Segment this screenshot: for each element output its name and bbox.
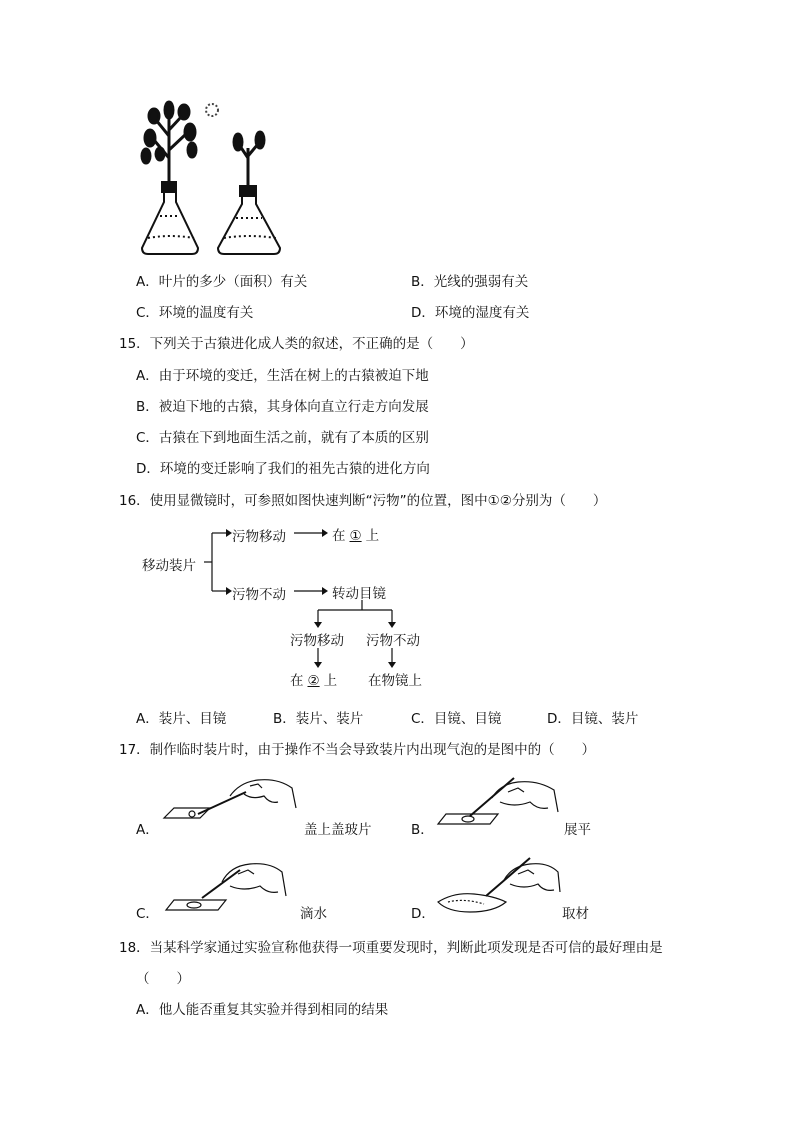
q15-stem: 15．下列关于古猿进化成人类的叙述，不正确的是（ ） xyxy=(119,336,474,352)
q17-b-flatten-figure xyxy=(434,772,564,834)
flow-left-result-suffix: 上 xyxy=(323,673,338,689)
flow-left-result-prefix: 在 xyxy=(290,673,304,689)
flow-top-branch: 污物移动 xyxy=(232,529,286,545)
q17-c-dropper-figure xyxy=(162,856,292,918)
q16-option-c: C．目镜、目镜 xyxy=(411,711,502,727)
q16-option-b: B．装片、装片 xyxy=(273,711,364,727)
q17-option-c-caption: 滴水 xyxy=(300,906,327,922)
q17-d-sample-figure xyxy=(434,852,564,918)
q18-stem-line2: （ ） xyxy=(136,971,190,987)
flow-left-result-mark: ② xyxy=(307,673,320,689)
q15-option-c: C．古猿在下到地面生活之前，就有了本质的区别 xyxy=(136,430,429,446)
q18-stem-line1: 18．当某科学家通过实验宣称他获得一项重要发现时，判断此项发现是否可信的最好理由是 xyxy=(119,940,663,956)
q15-option-a: A．由于环境的变迁，生活在树上的古猿被迫下地 xyxy=(136,368,429,384)
q17-option-c-letter: C． xyxy=(136,906,159,922)
q16-option-d: D．目镜、装片 xyxy=(547,711,639,727)
flow-top-result-mark: ① xyxy=(349,528,362,544)
flow-top-result-prefix: 在 xyxy=(332,528,346,544)
q14-option-c: C．环境的温度有关 xyxy=(136,305,254,321)
q17-option-d-letter: D． xyxy=(411,906,435,922)
flow-left-result xyxy=(290,669,337,689)
flow-right-result: 在物镜上 xyxy=(368,673,422,689)
q14-option-a: A．叶片的多少（面积）有关 xyxy=(136,274,308,290)
q15-option-b: B．被迫下地的古猿，其身体向直立行走方向发展 xyxy=(136,399,429,415)
q17-option-a-caption: 盖上盖玻片 xyxy=(304,822,372,838)
q16-stem: 16．使用显微镜时，可参照如图快速判断“污物”的位置，图中①②分别为（ ） xyxy=(119,493,607,509)
flow-rotate: 转动目镜 xyxy=(332,586,386,602)
q18-option-a: A．他人能否重复其实验并得到相同的结果 xyxy=(136,1002,389,1018)
q17-a-cover-slip-figure xyxy=(160,774,300,834)
flow-root: 移动装片 xyxy=(142,558,196,574)
q17-option-a-letter: A． xyxy=(136,822,159,838)
q16-option-a: A．装片、目镜 xyxy=(136,711,227,727)
flow-left-sub: 污物移动 xyxy=(290,633,344,649)
flow-top-result-suffix: 上 xyxy=(365,528,380,544)
q14-option-d: D．环境的湿度有关 xyxy=(411,305,530,321)
flow-top-result xyxy=(332,524,379,544)
flow-bottom-branch: 污物不动 xyxy=(232,587,286,603)
q17-stem: 17．制作临时装片时，由于操作不当会导致装片内出现气泡的是图中的（ ） xyxy=(119,742,596,758)
flow-right-sub: 污物不动 xyxy=(366,633,420,649)
q14-option-b: B．光线的强弱有关 xyxy=(411,274,529,290)
q17-option-b-letter: B． xyxy=(411,822,434,838)
q17-option-b-caption: 展平 xyxy=(564,822,591,838)
q17-option-d-caption: 取材 xyxy=(562,906,589,922)
q15-option-d: D．环境的变迁影响了我们的祖先古猿的进化方向 xyxy=(136,461,430,477)
